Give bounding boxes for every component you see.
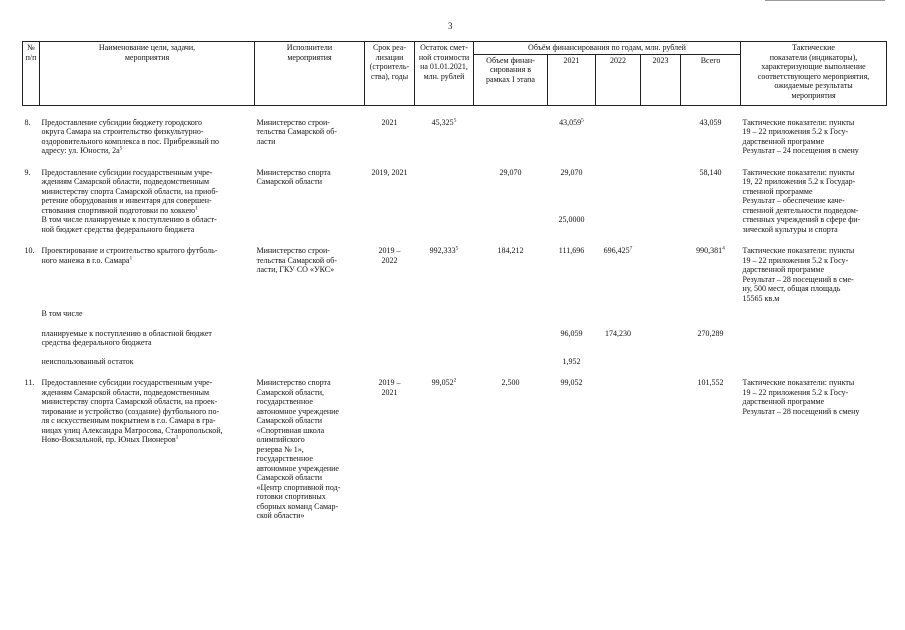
row-remaining: 45,325$^5$ <box>431 116 457 127</box>
row-total: 43,059 <box>699 117 722 127</box>
row-remaining <box>415 156 474 216</box>
row-name: В том числе планируемые к поступлению в област- ной бюджет средства федерального бюджета <box>41 215 217 234</box>
header-num: № п/п <box>23 42 40 106</box>
table-row <box>23 319 887 348</box>
header-executors: Исполнители мероприятия <box>255 42 365 106</box>
row-2022: 696,425$^7$ <box>603 245 633 255</box>
row-total: 58,140 <box>699 167 722 177</box>
row-term: 2019, 2021 <box>371 167 408 177</box>
row-number: 9. <box>24 167 31 177</box>
row-indicators: Тактические показатели: пункты 19 – 22 приложения 5.2 к Госу- дарственной программе Результат – 28 посещений в сме- ну, 500 мест, общая площадь 15565 кв.м <box>742 246 855 303</box>
row-name: Предоставление субсидии государственным учре- ждениям Самарской области, подведомственным министерству спорта Самарской области, на проек- тирование и устройство (создание) футбольного по- ля с искусственным покрытием в г.о. Самара в гра- ницах улиц Александра Матросова, Ставропольской, Ново-Вокзальной, пр. Юных Пионеров$^1$ <box>41 378 223 444</box>
header-row-1 <box>23 42 887 55</box>
row-2022 <box>596 156 641 216</box>
row-2023 <box>641 366 681 521</box>
row-name: Проектирование и строительство крытого футболь- ного манежа в г.о. Самара$^1$ <box>41 246 218 265</box>
row-2022: 174,230 <box>605 328 631 338</box>
row-2021: 99,052 <box>560 378 583 387</box>
row-indicators: Тактические показатели: пункты 19 – 22 приложения 5.2 к Госу- дарственной программе Результат – 24 посещения в смену <box>742 117 859 155</box>
table-row <box>23 303 887 319</box>
header-indicators: Тактические показатели (индикаторы), характеризующие выполнение соответствующего мероприятия, ожидаемые результаты мероприятия <box>741 42 887 106</box>
row-number: 10. <box>24 246 35 255</box>
financing-table <box>22 41 887 521</box>
row-remaining: 99,052$^2$ <box>431 377 457 387</box>
row-name: В том числе <box>41 309 83 318</box>
row-stage1: 2,500 <box>501 378 520 387</box>
table-row <box>23 118 887 156</box>
row-term: 2019 – 2022 <box>378 246 401 265</box>
header-2022: 2022 <box>596 54 641 105</box>
row-name: неиспользованный остаток <box>41 356 134 366</box>
header-2023: 2023 <box>641 54 681 105</box>
header-2021: 2021 <box>548 54 596 105</box>
table-row <box>23 156 887 216</box>
row-executors: Министерство строи- тельства Самарской об- ласти, ГКУ СО «УКС» <box>256 246 337 274</box>
row-2023 <box>641 234 681 303</box>
row-indicators: Тактические показатели: пункты 19, 22 приложения 5.2 к Государ- ственной программе Результат – обеспечение каче- ственной деятельности подведом- ственных учреждений в сфере фи- зической культуры и спорта <box>742 167 861 234</box>
page-number: 3 <box>448 21 453 31</box>
row-2023 <box>641 118 681 156</box>
row-name: планируемые к поступлению в областной бюджет средства федерального бюджета <box>41 328 212 347</box>
row-executors: Министерство строи- тельства Самарской об- ласти <box>256 117 337 146</box>
header-remaining: Остаток смет- ной стоимости на 01.01.2021, млн. рублей <box>415 42 474 106</box>
header-name: Наименование цели, задачи, мероприятия <box>40 42 255 106</box>
row-2021: 96,059 <box>560 328 583 338</box>
row-term: 2021 <box>381 117 398 127</box>
header-funding-group: Объём финансирования по годам, млн. рублей <box>474 42 741 55</box>
header-stage1: Объем финан- сирования в рамках I этапа <box>474 54 548 105</box>
row-2022 <box>596 366 641 521</box>
row-2022 <box>596 118 641 156</box>
spacer-row <box>23 105 887 118</box>
row-executors: Министерство спорта Самарской области <box>256 167 331 186</box>
row-executors: Министерство спорта Самарской области, государственное автономное учреждение Самарской области «Спортивная школа олимпийского резерва № 1», государственное автономное учреждение Самарской области «Центр спортивной под- готовки спортивных сборных команд Самар- ской области» <box>256 378 341 520</box>
row-2023 <box>641 156 681 216</box>
row-name: Предоставление субсидии государственным учре- ждениям Самарской области, подведомственным министерству спорта Самарской области, на приоб- ретение оборудования и инвентаря для совершен- ствования спортивной подготовки по хоккею$^1$ <box>41 167 219 215</box>
row-stage1: 184,212 <box>497 246 524 255</box>
row-name: Предоставление субсидии бюджету городского округа Самара на строительство физкультурно- оздоровительного комплекса в пос. Прибрежный по адресу: ул. Юности, $2а^5$ <box>41 117 220 155</box>
row-stage1: 29,070 <box>499 167 522 177</box>
row-2021: 43,059$^5$ <box>559 116 584 127</box>
row-2021: 1,952 <box>562 356 581 366</box>
table-row <box>23 348 887 367</box>
row-term: 2019 – 2021 <box>378 378 401 397</box>
row-2021: 25,0000 <box>558 215 585 224</box>
table-row <box>23 366 887 521</box>
row-stage1 <box>474 118 548 156</box>
table-row <box>23 234 887 303</box>
row-total: 270,289 <box>697 328 724 338</box>
header-total: Всего <box>681 54 741 105</box>
header-term: Срок реа- лизации (строитель- ства), годы <box>365 42 415 106</box>
row-2021: 29,070 <box>560 167 583 177</box>
row-number: 11. <box>24 378 35 387</box>
row-2021: 111,696 <box>558 246 585 255</box>
scan-edge-line <box>765 0 885 1</box>
row-total: 990,381$^4$ <box>696 245 725 255</box>
row-remaining: 992,333$^5$ <box>429 245 459 255</box>
row-total: 101,552 <box>697 378 724 387</box>
row-indicators: Тактические показатели: пункты 19 – 22 приложения 5.2 к Госу- дарственной программе Результат – 28 посещений в смену <box>742 378 860 416</box>
row-number: 8. <box>24 117 31 127</box>
